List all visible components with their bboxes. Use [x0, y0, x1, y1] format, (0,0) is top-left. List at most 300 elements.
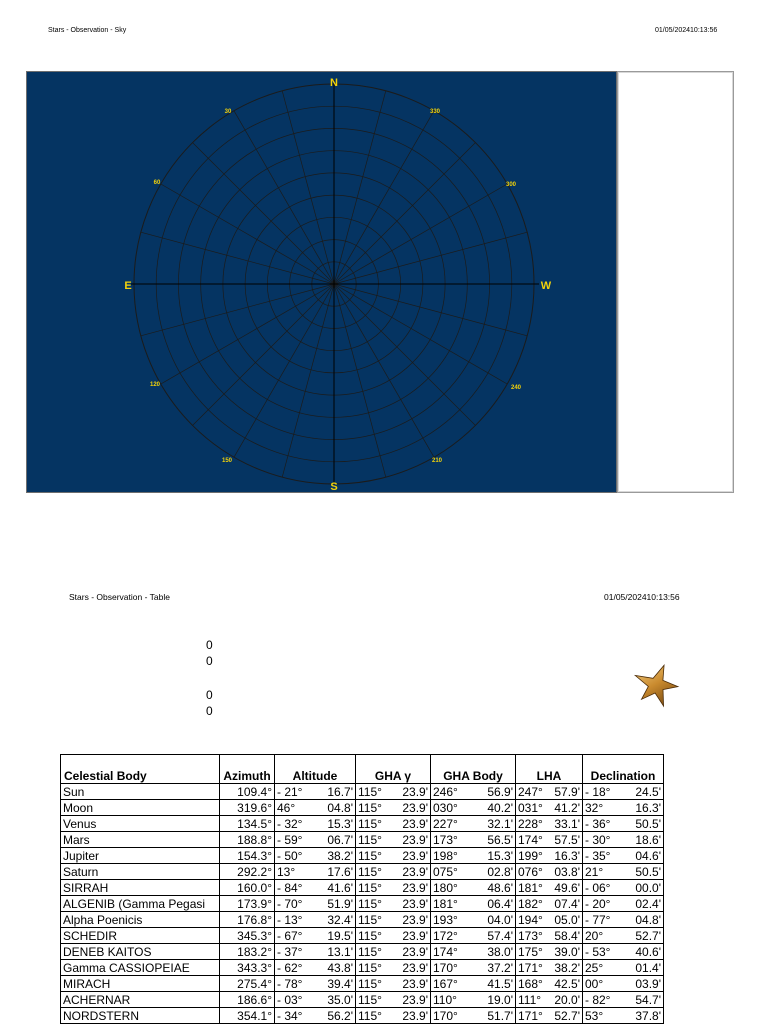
gha-aries-cell-degrees: 115°	[358, 912, 382, 927]
azimuth-cell: 354.1°	[220, 1008, 275, 1024]
altitude-cell-minutes: 04.8'	[327, 800, 353, 815]
gha-body-cell-degrees: 174°	[433, 944, 458, 959]
gha-aries-cell	[356, 800, 431, 816]
gha-body-cell-minutes: 04.0'	[487, 912, 513, 927]
bearing-label-150: 150	[221, 458, 233, 464]
altitude-cell-degrees: - 32°	[277, 816, 303, 831]
gha-aries-cell-degrees: 115°	[358, 880, 382, 895]
declination-cell-degrees: - 20°	[585, 896, 611, 911]
observation-table	[60, 754, 664, 1024]
altitude-cell	[275, 1008, 356, 1024]
altitude-cell-degrees: 13°	[277, 864, 296, 879]
compass-north: N	[330, 77, 338, 89]
lha-cell	[516, 960, 583, 976]
bearing-label-30: 30	[224, 109, 232, 115]
azimuth-line	[193, 143, 334, 284]
altitude-cell-degrees: - 59°	[277, 832, 303, 847]
lha-cell-degrees: 199°	[518, 848, 543, 863]
azimuth-line	[282, 91, 334, 284]
gha-aries-cell-minutes: 23.9'	[402, 880, 428, 895]
gha-body-cell-minutes: 06.4'	[487, 896, 513, 911]
column-header: LHA	[516, 755, 583, 784]
gha-body-cell-minutes: 41.5'	[487, 976, 513, 991]
gha-aries-cell-degrees: 115°	[358, 960, 382, 975]
altitude-cell-degrees: - 70°	[277, 896, 303, 911]
gha-aries-cell	[356, 864, 431, 880]
declination-cell-minutes: 03.9'	[635, 976, 661, 991]
bearing-label-120: 120	[149, 382, 161, 388]
gha-aries-cell	[356, 832, 431, 848]
gha-body-cell-minutes: 40.2'	[487, 800, 513, 815]
azimuth-line	[141, 284, 334, 336]
lha-cell	[516, 880, 583, 896]
declination-cell-minutes: 00.0'	[635, 880, 661, 895]
declination-cell-minutes: 24.5'	[635, 784, 661, 799]
lha-cell-minutes: 05.0'	[554, 912, 580, 927]
declination-cell-degrees: 25°	[585, 960, 604, 975]
gha-aries-cell-degrees: 115°	[358, 848, 382, 863]
gha-aries-cell	[356, 848, 431, 864]
gha-body-cell-minutes: 15.3'	[487, 848, 513, 863]
azimuth-cell: 173.9°	[220, 896, 275, 912]
gha-aries-cell-minutes: 23.9'	[402, 960, 428, 975]
gha-aries-cell-minutes: 23.9'	[402, 976, 428, 991]
gha-body-cell-minutes: 56.5'	[487, 832, 513, 847]
gha-body-cell	[431, 816, 516, 832]
gha-aries-cell	[356, 928, 431, 944]
gha-aries-cell	[356, 1008, 431, 1024]
gha-aries-cell-degrees: 115°	[358, 944, 382, 959]
altitude-cell-degrees: 46°	[277, 800, 296, 815]
declination-cell-minutes: 04.6'	[635, 848, 661, 863]
declination-cell-degrees: 20°	[585, 928, 604, 943]
table-row	[61, 784, 664, 800]
altitude-cell-degrees: - 67°	[277, 928, 303, 943]
gha-aries-cell	[356, 816, 431, 832]
declination-cell-minutes: 01.4'	[635, 960, 661, 975]
declination-cell-degrees: - 35°	[585, 848, 611, 863]
gha-body-cell	[431, 944, 516, 960]
gha-aries-cell	[356, 912, 431, 928]
gha-body-cell	[431, 976, 516, 992]
altitude-cell-minutes: 13.1'	[327, 944, 353, 959]
altitude-cell-minutes: 17.6'	[327, 864, 353, 879]
gha-aries-cell-minutes: 23.9'	[402, 848, 428, 863]
azimuth-line	[141, 232, 334, 284]
altitude-cell-degrees: - 78°	[277, 976, 303, 991]
lha-cell	[516, 992, 583, 1008]
declination-cell	[583, 976, 664, 992]
declination-cell-degrees: 00°	[585, 976, 604, 991]
gha-body-cell-degrees: 170°	[433, 960, 458, 975]
gha-aries-cell-degrees: 115°	[358, 816, 382, 831]
lha-cell-minutes: 33.1'	[554, 816, 580, 831]
altitude-cell	[275, 784, 356, 800]
value-line: 0	[206, 654, 213, 668]
azimuth-cell: 275.4°	[220, 976, 275, 992]
azimuth-cell: 160.0°	[220, 880, 275, 896]
bearing-label-60: 60	[153, 180, 161, 186]
body-name-cell: ALGENIB (Gamma Pegasi	[61, 896, 220, 912]
gha-aries-cell-degrees: 115°	[358, 896, 382, 911]
altitude-cell	[275, 816, 356, 832]
gha-body-cell-minutes: 51.7'	[487, 1008, 513, 1023]
azimuth-cell: 345.3°	[220, 928, 275, 944]
declination-cell	[583, 784, 664, 800]
gha-aries-cell-degrees: 115°	[358, 992, 382, 1007]
gha-body-cell	[431, 880, 516, 896]
declination-cell	[583, 928, 664, 944]
lha-cell	[516, 864, 583, 880]
declination-cell-degrees: - 30°	[585, 832, 611, 847]
altitude-cell-minutes: 32.4'	[327, 912, 353, 927]
table-row	[61, 912, 664, 928]
sky-chart-panel	[26, 71, 617, 493]
table-page-title: Stars - Observation - Table	[69, 592, 170, 602]
column-header: Altitude	[275, 755, 356, 784]
table-row	[61, 848, 664, 864]
body-name-cell: ACHERNAR	[61, 992, 220, 1008]
gha-body-cell-degrees: 030°	[433, 800, 458, 815]
lha-cell	[516, 784, 583, 800]
altitude-cell	[275, 912, 356, 928]
gha-body-cell-minutes: 38.0'	[487, 944, 513, 959]
declination-cell-degrees: - 06°	[585, 880, 611, 895]
declination-cell-minutes: 18.6'	[635, 832, 661, 847]
azimuth-cell: 109.4°	[220, 784, 275, 800]
value-group-1	[206, 637, 213, 669]
azimuth-cell: 134.5°	[220, 816, 275, 832]
lha-cell-degrees: 175°	[518, 944, 543, 959]
table-row	[61, 816, 664, 832]
body-name-cell: Mars	[61, 832, 220, 848]
declination-cell-minutes: 54.7'	[635, 992, 661, 1007]
table-row	[61, 976, 664, 992]
declination-cell	[583, 992, 664, 1008]
altitude-cell	[275, 880, 356, 896]
gha-body-cell-minutes: 37.2'	[487, 960, 513, 975]
gha-aries-cell	[356, 880, 431, 896]
gold-star-icon	[632, 660, 680, 708]
lha-cell-minutes: 16.3'	[554, 848, 580, 863]
body-name-cell: Alpha Poenicis	[61, 912, 220, 928]
declination-cell-minutes: 50.5'	[635, 864, 661, 879]
lha-cell-degrees: 076°	[518, 864, 543, 879]
gha-aries-cell	[356, 896, 431, 912]
column-header: GHA Body	[431, 755, 516, 784]
gha-aries-cell-degrees: 115°	[358, 832, 382, 847]
gha-body-cell-minutes: 02.8'	[487, 864, 513, 879]
azimuth-cell: 186.6°	[220, 992, 275, 1008]
gha-body-cell	[431, 848, 516, 864]
azimuth-line	[334, 91, 386, 284]
lha-cell-minutes: 38.2'	[554, 960, 580, 975]
gha-aries-cell-minutes: 23.9'	[402, 784, 428, 799]
gha-aries-cell-degrees: 115°	[358, 1008, 382, 1023]
lha-cell	[516, 928, 583, 944]
gha-aries-cell-degrees: 115°	[358, 800, 382, 815]
lha-cell	[516, 912, 583, 928]
declination-cell-minutes: 16.3'	[635, 800, 661, 815]
lha-cell	[516, 976, 583, 992]
altitude-cell-degrees: - 21°	[277, 784, 303, 799]
gha-body-cell-degrees: 227°	[433, 816, 458, 831]
azimuth-line	[334, 284, 386, 477]
altitude-cell	[275, 848, 356, 864]
value-line: 0	[206, 638, 213, 652]
gha-body-cell	[431, 912, 516, 928]
body-name-cell: Saturn	[61, 864, 220, 880]
gha-aries-cell-minutes: 23.9'	[402, 896, 428, 911]
gha-body-cell	[431, 832, 516, 848]
gha-aries-cell-minutes: 23.9'	[402, 944, 428, 959]
table-row	[61, 864, 664, 880]
lha-cell-minutes: 57.5'	[554, 832, 580, 847]
azimuth-line	[334, 143, 475, 284]
compass-south: S	[330, 481, 338, 492]
azimuth-cell: 319.6°	[220, 800, 275, 816]
lha-cell	[516, 848, 583, 864]
gha-body-cell	[431, 864, 516, 880]
gha-body-cell	[431, 800, 516, 816]
lha-cell-minutes: 07.4'	[554, 896, 580, 911]
gha-aries-cell-minutes: 23.9'	[402, 912, 428, 927]
column-header: GHA γ	[356, 755, 431, 784]
altitude-cell	[275, 928, 356, 944]
gha-aries-cell-degrees: 115°	[358, 976, 382, 991]
altitude-cell-minutes: 35.0'	[327, 992, 353, 1007]
lha-cell-degrees: 111°	[518, 992, 542, 1007]
altitude-cell-minutes: 43.8'	[327, 960, 353, 975]
altitude-cell-minutes: 06.7'	[327, 832, 353, 847]
table-row	[61, 1008, 664, 1024]
azimuth-cell: 176.8°	[220, 912, 275, 928]
altitude-cell-degrees: - 62°	[277, 960, 303, 975]
altitude-cell-minutes: 51.9'	[327, 896, 353, 911]
lha-cell	[516, 896, 583, 912]
declination-cell-degrees: - 18°	[585, 784, 611, 799]
body-name-cell: Jupiter	[61, 848, 220, 864]
body-name-cell: MIRACH	[61, 976, 220, 992]
altitude-cell	[275, 944, 356, 960]
column-header: Celestial Body	[61, 755, 220, 784]
altitude-cell	[275, 960, 356, 976]
altitude-cell	[275, 800, 356, 816]
lha-cell-minutes: 20.0'	[554, 992, 580, 1007]
compass-east: E	[124, 280, 132, 292]
compass-west: W	[540, 280, 552, 292]
table-row	[61, 896, 664, 912]
bearing-label-330: 330	[429, 109, 441, 115]
body-name-cell: DENEB KAITOS	[61, 944, 220, 960]
lha-cell-degrees: 182°	[518, 896, 543, 911]
gha-aries-cell-degrees: 115°	[358, 928, 382, 943]
gha-aries-cell-minutes: 23.9'	[402, 992, 428, 1007]
lha-cell-minutes: 58.4'	[554, 928, 580, 943]
azimuth-cell: 188.8°	[220, 832, 275, 848]
gha-aries-cell-degrees: 115°	[358, 864, 382, 879]
lha-cell-degrees: 181°	[518, 880, 543, 895]
gha-body-cell	[431, 784, 516, 800]
declination-cell	[583, 1008, 664, 1024]
body-name-cell: Gamma CASSIOPEIAE	[61, 960, 220, 976]
gha-body-cell-degrees: 075°	[433, 864, 458, 879]
gha-body-cell-minutes: 56.9'	[487, 784, 513, 799]
declination-cell-minutes: 52.7'	[635, 928, 661, 943]
altitude-cell-minutes: 56.2'	[327, 1008, 353, 1023]
lha-cell-degrees: 228°	[518, 816, 543, 831]
table-row	[61, 928, 664, 944]
gha-body-cell-degrees: 193°	[433, 912, 458, 927]
gha-body-cell	[431, 896, 516, 912]
lha-cell-degrees: 194°	[518, 912, 543, 927]
gha-body-cell-degrees: 110°	[433, 992, 457, 1007]
azimuth-cell: 154.3°	[220, 848, 275, 864]
value-group-2	[206, 687, 213, 719]
body-name-cell: SCHEDIR	[61, 928, 220, 944]
gha-aries-cell-degrees: 115°	[358, 784, 382, 799]
lha-cell-degrees: 173°	[518, 928, 543, 943]
lha-cell-degrees: 171°	[518, 960, 543, 975]
altitude-cell-minutes: 19.5'	[327, 928, 353, 943]
gha-body-cell-minutes: 57.4'	[487, 928, 513, 943]
lha-cell-minutes: 03.8'	[554, 864, 580, 879]
azimuth-cell: 343.3°	[220, 960, 275, 976]
lha-cell-minutes: 39.0'	[554, 944, 580, 959]
declination-cell-degrees: 32°	[585, 800, 604, 815]
gha-body-cell-degrees: 246°	[433, 784, 458, 799]
declination-cell	[583, 816, 664, 832]
gha-body-cell-degrees: 170°	[433, 1008, 458, 1023]
lha-cell-degrees: 174°	[518, 832, 543, 847]
declination-cell-degrees: 53°	[585, 1008, 604, 1023]
lha-cell	[516, 944, 583, 960]
table-row	[61, 944, 664, 960]
altitude-cell-degrees: - 03°	[277, 992, 303, 1007]
column-header: Declination	[583, 755, 664, 784]
body-name-cell: SIRRAH	[61, 880, 220, 896]
sky-grid	[131, 80, 539, 484]
azimuth-line	[193, 284, 334, 425]
declination-cell	[583, 800, 664, 816]
altitude-cell	[275, 896, 356, 912]
gha-body-cell	[431, 1008, 516, 1024]
bearing-label-300: 300	[505, 182, 517, 188]
lha-cell-minutes: 57.9'	[554, 784, 580, 799]
declination-cell	[583, 944, 664, 960]
declination-cell-minutes: 50.5'	[635, 816, 661, 831]
gha-body-cell-degrees: 167°	[433, 976, 458, 991]
gha-body-cell	[431, 960, 516, 976]
value-line: 0	[206, 704, 213, 718]
lha-cell-minutes: 49.6'	[554, 880, 580, 895]
lha-cell	[516, 800, 583, 816]
declination-cell	[583, 960, 664, 976]
gha-aries-cell	[356, 784, 431, 800]
declination-cell	[583, 848, 664, 864]
sky-page-title: Stars - Observation - Sky	[48, 27, 127, 34]
lha-cell-minutes: 52.7'	[554, 1008, 580, 1023]
gha-aries-cell	[356, 944, 431, 960]
body-name-cell: Venus	[61, 816, 220, 832]
lha-cell	[516, 816, 583, 832]
sky-side-panel	[617, 71, 734, 493]
altitude-cell	[275, 976, 356, 992]
lha-cell-degrees: 247°	[518, 784, 543, 799]
gha-body-cell-degrees: 173°	[433, 832, 458, 847]
altitude-cell	[275, 992, 356, 1008]
altitude-cell	[275, 864, 356, 880]
declination-cell-degrees: - 36°	[585, 816, 611, 831]
altitude-cell-minutes: 15.3'	[327, 816, 353, 831]
azimuth-line	[282, 284, 334, 477]
lha-cell-degrees: 171°	[518, 1008, 543, 1023]
gha-aries-cell-minutes: 23.9'	[402, 832, 428, 847]
lha-cell-degrees: 168°	[518, 976, 543, 991]
altitude-cell-degrees: - 84°	[277, 880, 303, 895]
altitude-cell-minutes: 38.2'	[327, 848, 353, 863]
altitude-cell-degrees: - 37°	[277, 944, 303, 959]
column-header: Azimuth	[220, 755, 275, 784]
altitude-cell-minutes: 16.7'	[327, 784, 353, 799]
gha-aries-cell-minutes: 23.9'	[402, 816, 428, 831]
body-name-cell: Moon	[61, 800, 220, 816]
value-line: 0	[206, 688, 213, 702]
gha-body-cell-degrees: 180°	[433, 880, 458, 895]
declination-cell-degrees: - 53°	[585, 944, 611, 959]
gha-body-cell-degrees: 181°	[433, 896, 458, 911]
altitude-cell-degrees: - 34°	[277, 1008, 303, 1023]
altitude-cell-degrees: - 50°	[277, 848, 303, 863]
declination-cell	[583, 896, 664, 912]
declination-cell	[583, 912, 664, 928]
azimuth-cell: 183.2°	[220, 944, 275, 960]
azimuth-line	[334, 232, 527, 284]
declination-cell	[583, 880, 664, 896]
declination-cell-minutes: 04.8'	[635, 912, 661, 927]
gha-body-cell-minutes: 48.6'	[487, 880, 513, 895]
gha-body-cell	[431, 928, 516, 944]
gha-body-cell	[431, 992, 516, 1008]
declination-cell-minutes: 40.6'	[635, 944, 661, 959]
gha-aries-cell	[356, 976, 431, 992]
table-row	[61, 992, 664, 1008]
gha-aries-cell-minutes: 23.9'	[402, 1008, 428, 1023]
sky-polar-chart	[27, 72, 616, 492]
gha-aries-cell-minutes: 23.9'	[402, 928, 428, 943]
body-name-cell: NORDSTERN	[61, 1008, 220, 1024]
body-name-cell: Sun	[61, 784, 220, 800]
declination-cell-degrees: - 77°	[585, 912, 611, 927]
gha-aries-cell-minutes: 23.9'	[402, 864, 428, 879]
lha-cell-degrees: 031°	[518, 800, 543, 815]
azimuth-line	[334, 284, 475, 425]
table-row	[61, 800, 664, 816]
declination-cell-minutes: 37.8'	[635, 1008, 661, 1023]
declination-cell	[583, 864, 664, 880]
table-header-row	[61, 755, 664, 784]
declination-cell	[583, 832, 664, 848]
azimuth-cell: 292.2°	[220, 864, 275, 880]
lha-cell	[516, 1008, 583, 1024]
gha-aries-cell	[356, 992, 431, 1008]
altitude-cell-minutes: 39.4'	[327, 976, 353, 991]
gha-aries-cell-minutes: 23.9'	[402, 800, 428, 815]
lha-cell-minutes: 42.5'	[554, 976, 580, 991]
bearing-label-240: 240	[510, 385, 522, 391]
gha-body-cell-minutes: 19.0'	[487, 992, 513, 1007]
lha-cell	[516, 832, 583, 848]
